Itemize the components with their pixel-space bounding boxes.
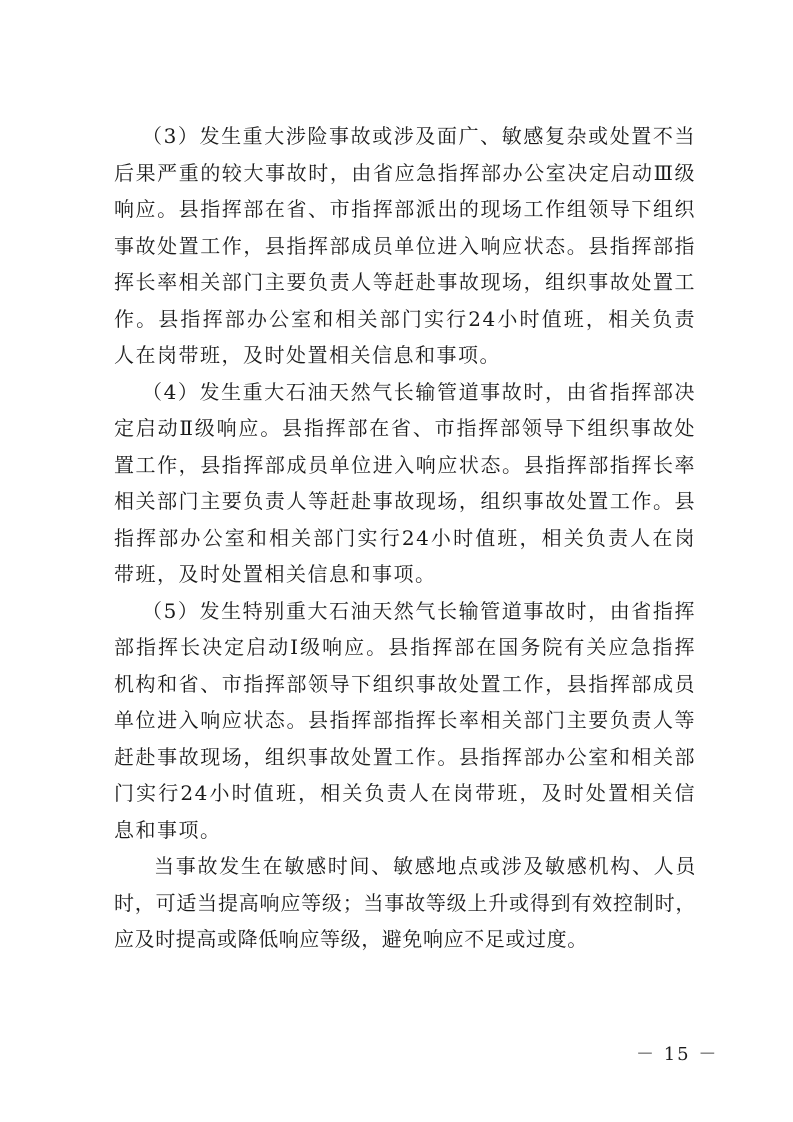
paragraph-response-adjustment: 当事故发生在敏感时间、敏感地点或涉及敏感机构、人员时，可适当提高响应等级；当事故等级上升或得到有效控制时，应及时提高或降低响应等级，避免响应不足或过度。	[114, 854, 696, 951]
paragraph-level-3-response: （3）发生重大涉险事故或涉及面广、敏感复杂或处置不当后果严重的较大事故时，由省应急指挥部办公室决定启动Ⅲ级响应。县指挥部在省、市指挥部派出的现场工作组领导下组织事故处置工作，县指挥部成员单位进入响应状态。县指挥部指挥长率相关部门主要负责人等赶赴事故现场，组织事故处置工作。县指挥部办公室和相关部门实行24小时值班，相关负责人在岗带班，及时处置相关信息和事项。	[114, 124, 696, 367]
page-number: － 15 －	[636, 1044, 719, 1065]
document-body	[114, 118, 696, 958]
paragraph-level-1-response: （5）发生特别重大石油天然气长输管道事故时，由省指挥部指挥长决定启动Ⅰ级响应。县指挥部在国务院有关应急指挥机构和省、市指挥部领导下组织事故处置工作，县指挥部成员单位进入响应状态。县指挥部指挥长率相关部门主要负责人等赶赴事故现场，组织事故处置工作。县指挥部办公室和相关部门实行24小时值班，相关负责人在岗带班，及时处置相关信息和事项。	[114, 598, 696, 842]
paragraph-level-2-response: （4）发生重大石油天然气长输管道事故时，由省指挥部决定启动Ⅱ级响应。县指挥部在省、市指挥部领导下组织事故处置工作，县指挥部成员单位进入响应状态。县指挥部指挥长率相关部门主要负责人等赶赴事故现场，组织事故处置工作。县指挥部办公室和相关部门实行24小时值班，相关负责人在岗带班，及时处置相关信息和事项。	[114, 379, 696, 586]
